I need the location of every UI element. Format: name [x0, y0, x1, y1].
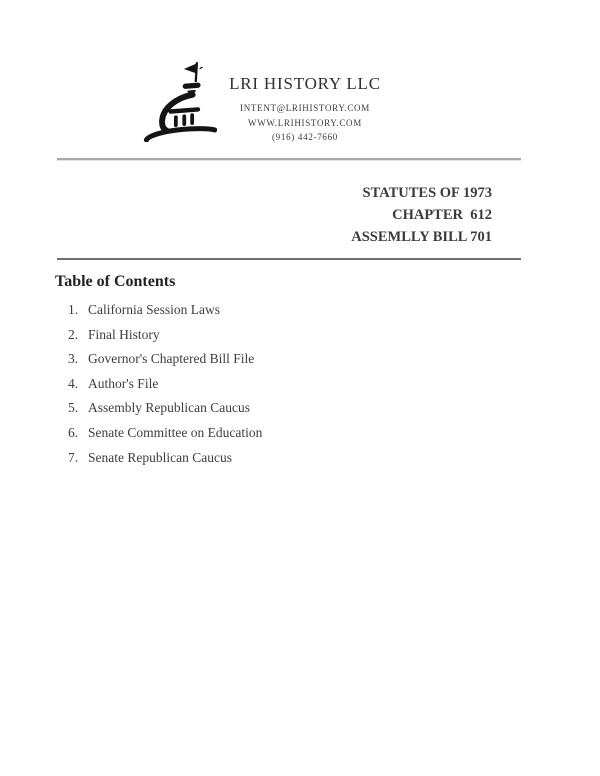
- contact-phone: (916) 442-7660: [271, 132, 339, 142]
- company-name: LRI HISTORY LLC: [229, 74, 381, 93]
- contact-email: INTENT@LRIHISTORY.COM: [240, 103, 370, 113]
- letterhead: [205, 74, 405, 145]
- statutes-line: STATUTES OF 1973: [362, 185, 492, 201]
- toc-item: Senate Republican Caucus: [88, 449, 232, 465]
- toc-item: Governor's Chaptered Bill File: [88, 351, 255, 367]
- horizontal-rule-bottom: [57, 258, 521, 260]
- chapter-line: CHAPTER 612: [392, 207, 492, 223]
- toc-list: [68, 303, 262, 475]
- toc-item: Author's File: [88, 375, 159, 391]
- horizontal-rule-top: [57, 158, 521, 161]
- toc-item: California Session Laws: [88, 302, 220, 317]
- toc-item: Senate Committee on Education: [88, 424, 263, 440]
- toc-item: Assembly Republican Caucus: [88, 400, 250, 416]
- assembly-bill-line: ASSEMLLY BILL 701: [351, 229, 492, 245]
- toc-item: Final History: [88, 326, 160, 342]
- contact-website: WWW.LRIHISTORY.COM: [248, 117, 362, 128]
- bill-reference-block: [351, 182, 492, 248]
- toc-title: Table of Contents: [55, 273, 176, 290]
